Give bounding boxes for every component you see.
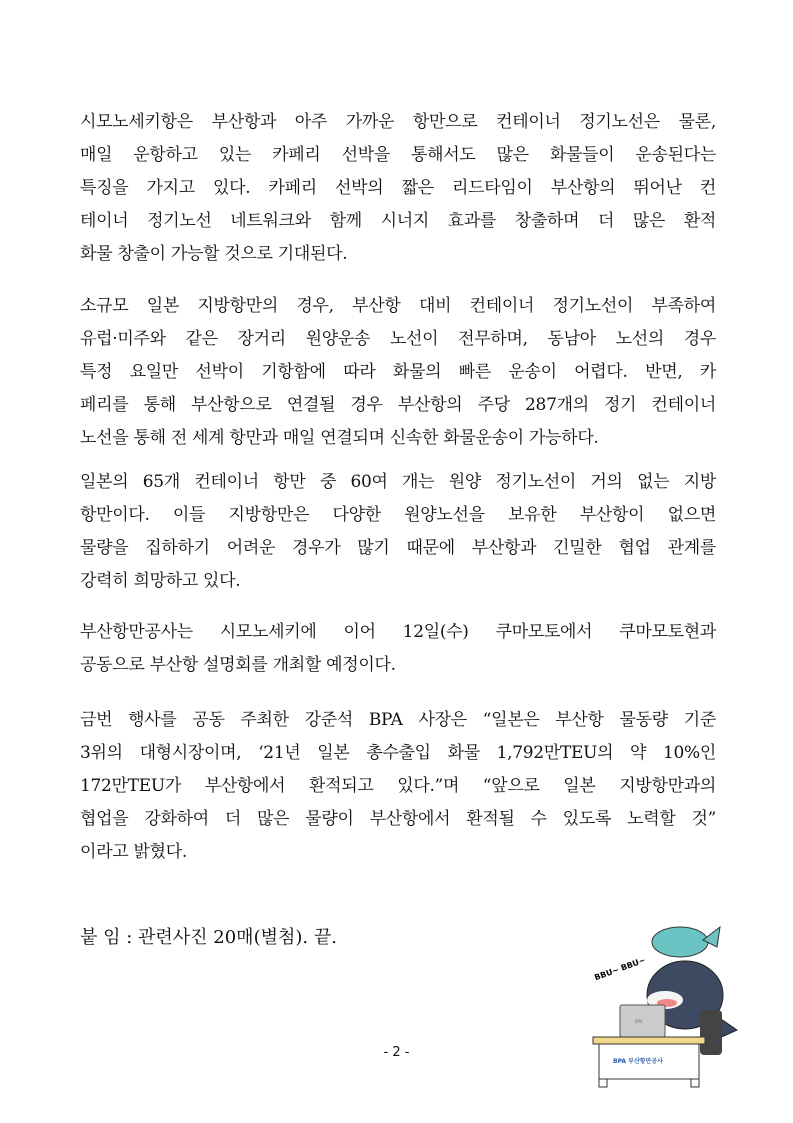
desk-logo: BPA 부산항만공사 <box>613 1058 663 1065</box>
text-line: 물량을 집하하기 어려운 경우가 많기 때문에 부산항과 긴밀한 협업 관계를 <box>80 538 716 558</box>
text-line: 172만TEU가 부산항에서 환적되고 있다.”며 “앞으로 일본 지방항만과의 <box>80 776 716 796</box>
attachment-note: 붙 임 : 관련사진 20매(별첨). 끝. <box>80 927 337 948</box>
text-line: 특정 요일만 선박이 기항함에 따라 화물의 빠른 운송이 어렵다. 반면, 카 <box>80 362 716 382</box>
laptop-label: BPA <box>635 1019 643 1024</box>
text-line: 일본의 65개 컨테이너 항만 중 60여 개는 원양 정기노선이 거의 없는 지방 <box>80 472 716 492</box>
text-line: 소규모 일본 지방항만의 경우, 부산항 대비 컨테이너 정기노선이 부족하여 <box>80 296 716 316</box>
text-line: 부산항만공사는 시모노세키에 이어 12일(수) 쿠마모토에서 쿠마모토현과 <box>80 622 716 642</box>
text-line: 협업을 강화하여 더 많은 물량이 부산항에서 환적될 수 있도록 노력할 것” <box>80 809 716 829</box>
text-line: 유럽·미주와 같은 장거리 원양운송 노선이 전무하며, 동남아 노선의 경우 <box>80 329 716 349</box>
text-line: 테이너 정기노선 네트워크와 함께 시너지 효과를 창출하며 더 많은 환적 <box>80 211 716 231</box>
text-line: 시모노세키항은 부산항과 아주 가까운 항만으로 컨테이너 정기노선은 물론, <box>80 112 716 132</box>
page-number: - 2 - <box>383 1045 410 1060</box>
text-line: 3위의 대형시장이며, ‘21년 일본 총수출입 화물 1,792만TEU의 약 10%인 <box>80 743 716 763</box>
text-line: 이라고 밝혔다. <box>80 842 187 862</box>
paragraph-shimonoseki <box>80 106 716 271</box>
mascot-illustration <box>585 915 745 1090</box>
paragraph-kumamoto <box>80 616 716 682</box>
text-line: 공동으로 부산항 설명회를 개최할 예정이다. <box>80 655 396 675</box>
text-line: 금번 행사를 공동 주최한 강준석 BPA 사장은 “일본은 부산항 물동량 기준 <box>80 710 716 730</box>
text-line: 강력히 희망하고 있다. <box>80 571 241 591</box>
text-line: 노선을 통해 전 세계 항만과 매일 연결되며 신속한 화물운송이 가능하다. <box>80 428 599 448</box>
text-line: 매일 운항하고 있는 카페리 선박을 통해서도 많은 화물들이 운송된다는 <box>80 145 716 165</box>
text-line: 페리를 통해 부산항으로 연결될 경우 부산항의 주당 287개의 정기 컨테이너 <box>80 395 716 415</box>
text-line: 특징을 가지고 있다. 카페리 선박의 짧은 리드타임이 부산항의 뛰어난 컨 <box>80 178 716 198</box>
paragraph-japan-ports <box>80 466 716 598</box>
text-line: 항만이다. 이들 지방항만은 다양한 원양노선을 보유한 부산항이 없으면 <box>80 505 716 525</box>
text-line: 화물 창출이 가능할 것으로 기대된다. <box>80 244 348 264</box>
paragraph-regional-ports <box>80 290 716 455</box>
paragraph-ceo-quote <box>80 704 716 869</box>
mascot-speech: BBU~ BBU~ <box>593 955 647 983</box>
